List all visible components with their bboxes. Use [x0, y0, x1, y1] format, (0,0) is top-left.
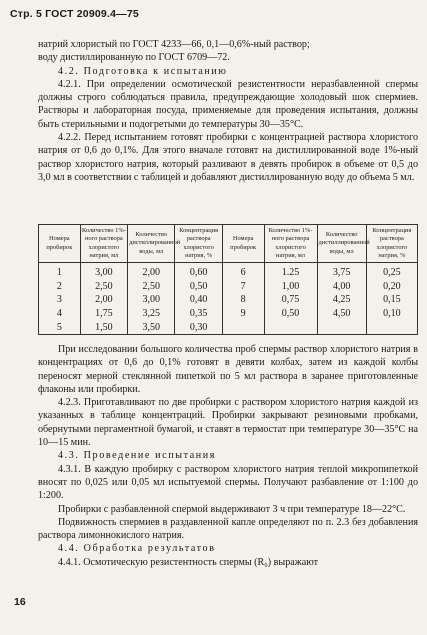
table-cell: 1,75 [80, 307, 127, 321]
concentration-table [38, 224, 418, 335]
table-cell: 0,25 [366, 263, 417, 280]
table-cell: 8 [222, 293, 264, 307]
table-cell: 3,50 [128, 321, 175, 335]
text-block-top [38, 38, 418, 184]
table-cell: 1,00 [264, 280, 317, 294]
text-block-bottom [38, 343, 418, 569]
table-cell [264, 321, 317, 335]
table-row [39, 263, 418, 280]
table-cell: 4,50 [317, 307, 366, 321]
table-cell: 0,50 [175, 280, 222, 294]
table-cell: 0,50 [264, 307, 317, 321]
table-cell: 2 [39, 280, 81, 294]
reagent-line-1: натрий хлористый по ГОСТ 4233—66, 0,1—0,6%-ный раствор; [38, 39, 310, 50]
table-cell: 4 [39, 307, 81, 321]
table-cell: 7 [222, 280, 264, 294]
table-header-row [39, 225, 418, 263]
paragraph-4-3-1: 4.3.1. В каждую пробирку с раствором хлористого натрия теплой микропипеткой вносят по 0,025 или 0,05 мл испытуемой спермы. Получают разбавление от 1:100 до 1:200. [38, 463, 418, 502]
header-tube-number: Номера пробирок [222, 225, 264, 263]
paragraph-4-3-2: Пробирки с разбавленной спермой выдерживают 3 ч при температуре 18—22°С. [58, 503, 406, 515]
paragraph-after-table: При исследовании большого количества проб спермы раствор хлористого натрия в концентрациях от 0,6 до 0,1% готовят в девяти колбах, затем из каждой колбы переносят мерной стеклянной пипеткой по 5 мл раствора в заранее приготовленные флаконы или пробирки. [38, 344, 418, 395]
header-concentration: Концентрация раствора хлористого натрия, % [366, 225, 417, 263]
table-cell: 2,50 [80, 280, 127, 294]
table-cell: 6 [222, 263, 264, 280]
table-row [39, 321, 418, 335]
paragraph-4-2-3: 4.2.3. Приготавливают по две пробирки с раствором хлористого натрия каждой из указанных в таблице концентраций. Пробирки закрывают резиновыми пробками, обернутыми пергаментной бумагой, и ставят в термостат при температуре 30—35°С на 10—15 мин. [38, 397, 418, 449]
table-cell: 9 [222, 307, 264, 321]
table-cell: 0,10 [366, 307, 417, 321]
table-cell [317, 321, 366, 335]
table-cell: 3 [39, 293, 81, 307]
table-cell [222, 321, 264, 335]
table-cell: 0,30 [175, 321, 222, 335]
table-cell: 0,40 [175, 293, 222, 307]
table-cell [366, 321, 417, 335]
table-cell: 4,00 [317, 280, 366, 294]
table-cell: 0,20 [366, 280, 417, 294]
paragraph-4-3-3: Подвижность спермиев в раздавленной капле определяют по п. 2.3 без добавления раствора лимоннокислого натрия. [38, 516, 418, 542]
page-number: 16 [14, 596, 26, 608]
table-cell: 0,60 [175, 263, 222, 280]
table-row [39, 280, 418, 294]
header-water-volume: Количество дистиллированной воды, мл [128, 225, 175, 263]
table-cell: 1 [39, 263, 81, 280]
header-nacl-volume: Количество 1%-ного раствора хлористого натрия, мл [264, 225, 317, 263]
table-cell: 3,25 [128, 307, 175, 321]
header-tube-number: Номера пробирок [39, 225, 81, 263]
table-cell: 1,50 [80, 321, 127, 335]
table-cell: 4,25 [317, 293, 366, 307]
paragraph-4-2-1: 4.2.1. При определении осмотической резистентности неразбавленной спермы должны строго соблюдаться правила, предупреждающие холодовый шок спермиев. Растворы и лабораторная посуда, применяемые для проведения испытания, должны быть стерильными и подогретыми до температуры 30—35°С. [38, 78, 418, 130]
table-cell: 0,15 [366, 293, 417, 307]
section-heading-4-4: 4.4. Обработка результатов [58, 543, 216, 555]
paragraph-4-2-2: 4.2.2. Перед испытанием готовят пробирки с концентрацией раствора хлористого натрия от 0,6 до 0,1%. Для этого вначале готовят на дистиллированной воде 1%-ный раствор хлористого натрия, который разливают в девять пробирок в объеме от 0,5 до 3,0 мл в соответствии с таблицей и добавляют дистиллированную воду до объема 5 мл. [38, 132, 418, 183]
header-nacl-volume: Количество 1%-ного раствора хлористого натрия, мл [80, 225, 127, 263]
header-water-volume: Количество дистиллированной воды, мл [317, 225, 366, 263]
table-cell: 0,75 [264, 293, 317, 307]
table-cell: 2,50 [128, 280, 175, 294]
reagent-line-2: воду дистиллированную по ГОСТ 6709—72. [38, 52, 230, 64]
section-heading-4-3: 4.3. Проведение испытания [58, 450, 217, 462]
paragraph-4-4-1: 4.4.1. Осмотическую резистентность спермы (R₀) выражают [58, 556, 319, 568]
page-header: Стр. 5 ГОСТ 20909.4—75 [10, 8, 139, 20]
table-cell: 3,00 [80, 263, 127, 280]
table-cell: 0,35 [175, 307, 222, 321]
table-cell: 3,75 [317, 263, 366, 280]
table-cell: 5 [39, 321, 81, 335]
table-cell: 3,00 [128, 293, 175, 307]
header-concentration: Концентрация раствора хлористого натрия, % [175, 225, 222, 263]
section-heading-4-2: 4.2. Подготовка к испытанию [58, 65, 228, 77]
table-row [39, 307, 418, 321]
table-cell: 2,00 [128, 263, 175, 280]
table-cell: 2,00 [80, 293, 127, 307]
table-cell: 1.25 [264, 263, 317, 280]
table-row [39, 293, 418, 307]
